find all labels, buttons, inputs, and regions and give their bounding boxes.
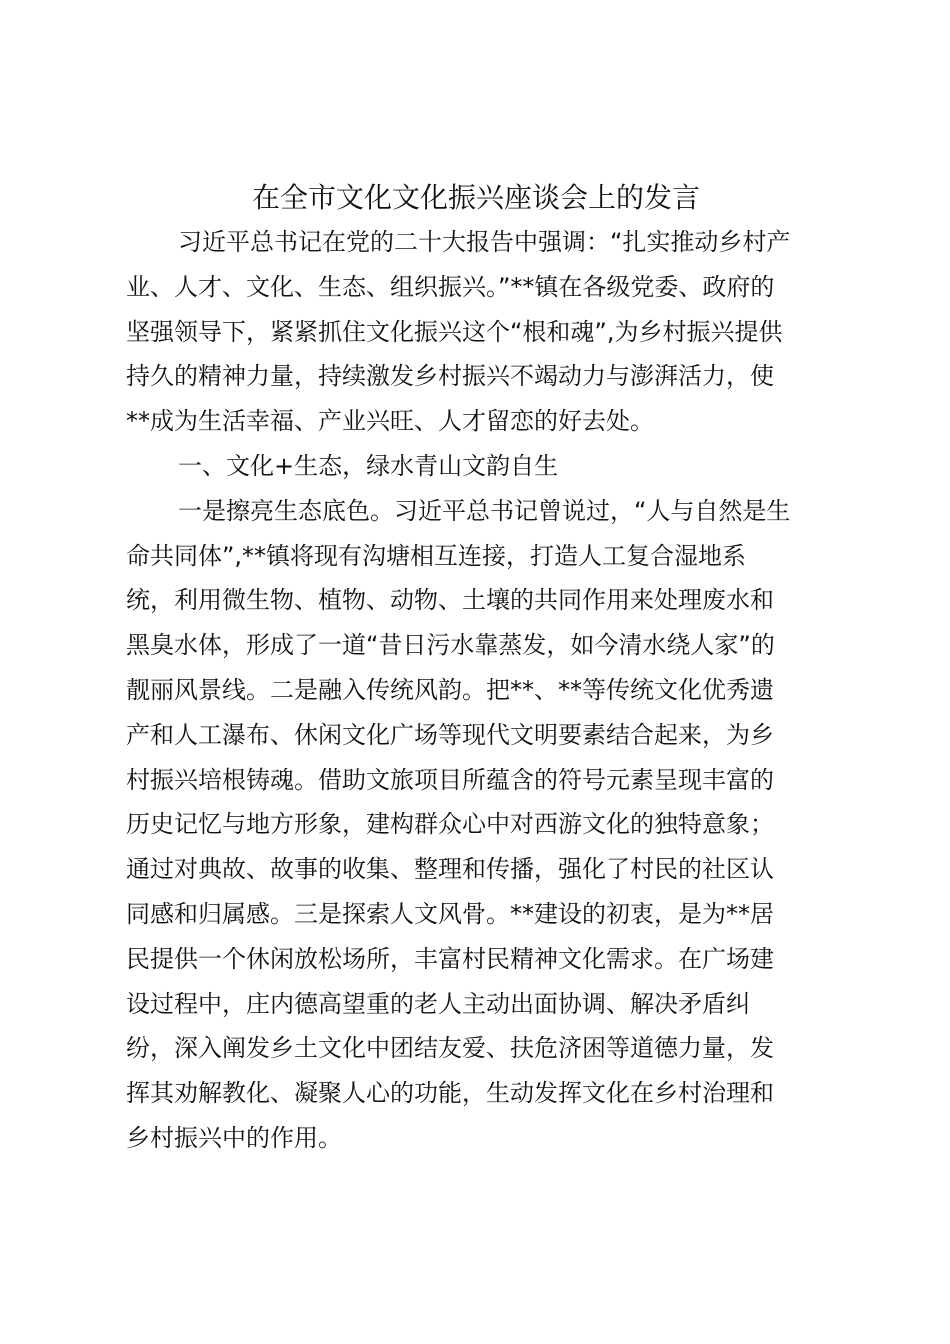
paragraph-line: 历史记忆与地方形象，建构群众心中对西游文化的独特意象； (126, 810, 774, 839)
paragraph-line: 命共同体”,**镇将现有沟塘相互连接，打造人工复合湿地系 (126, 541, 747, 570)
paragraph-line: 产和人工瀑布、休闲文化广场等现代文明要素结合起来，为乡 (126, 720, 774, 749)
paragraph-line: 统，利用微生物、植物、动物、土壤的共同作用来处理废水和 (126, 586, 774, 615)
paragraph-line: 业、人才、文化、生态、组织振兴。”**镇在各级党委、政府的 (126, 272, 775, 301)
paragraph-line: **成为生活幸福、产业兴旺、人才留恋的好去处。 (126, 407, 654, 436)
paragraph-line: 坚强领导下，紧紧抓住文化振兴这个“根和魂”,为乡村振兴提供 (126, 317, 783, 346)
paragraph-line: 乡村振兴中的作用。 (126, 1123, 342, 1152)
paragraph-line: 同感和归属感。三是探索人文风骨。**建设的初衷，是为**居 (126, 899, 774, 928)
paragraph-line: 纷，深入阐发乡土文化中团结友爱、扶危济困等道德力量，发 (126, 1034, 774, 1063)
document-title: 在全市文化文化振兴座谈会上的发言 (251, 181, 700, 214)
section-heading: 一、文化+生态，绿水青山文韵自生 (178, 451, 559, 480)
paragraph-line: 通过对典故、故事的收集、整理和传播，强化了村民的社区认 (126, 855, 774, 884)
paragraph-line: 黑臭水体，形成了一道“昔日污水靠蒸发，如今清水绕人家”的 (126, 631, 775, 660)
paragraph-line: 习近平总书记在党的二十大报告中强调：“扎实推动乡村产 (178, 228, 791, 256)
paragraph-line: 持久的精神力量，持续激发乡村振兴不竭动力与澎湃活力，使 (126, 362, 774, 391)
paragraph-line: 挥其劝解教化、凝聚人心的功能，生动发挥文化在乡村治理和 (126, 1079, 774, 1108)
paragraph-line: 民提供一个休闲放松场所，丰富村民精神文化需求。在广场建 (126, 944, 774, 973)
document-body (126, 220, 846, 1161)
paragraph-line: 一是擦亮生态底色。习近平总书记曾说过，“人与自然是生 (178, 496, 791, 525)
paragraph-line: 靓丽风景线。二是融入传统风韵。把**、**等传统文化优秀遗 (126, 675, 774, 704)
paragraph-line: 村振兴培根铸魂。借助文旅项目所蕴含的符号元素呈现丰富的 (126, 765, 774, 794)
paragraph-line: 设过程中，庄内德高望重的老人主动出面协调、解决矛盾纠 (126, 989, 750, 1018)
